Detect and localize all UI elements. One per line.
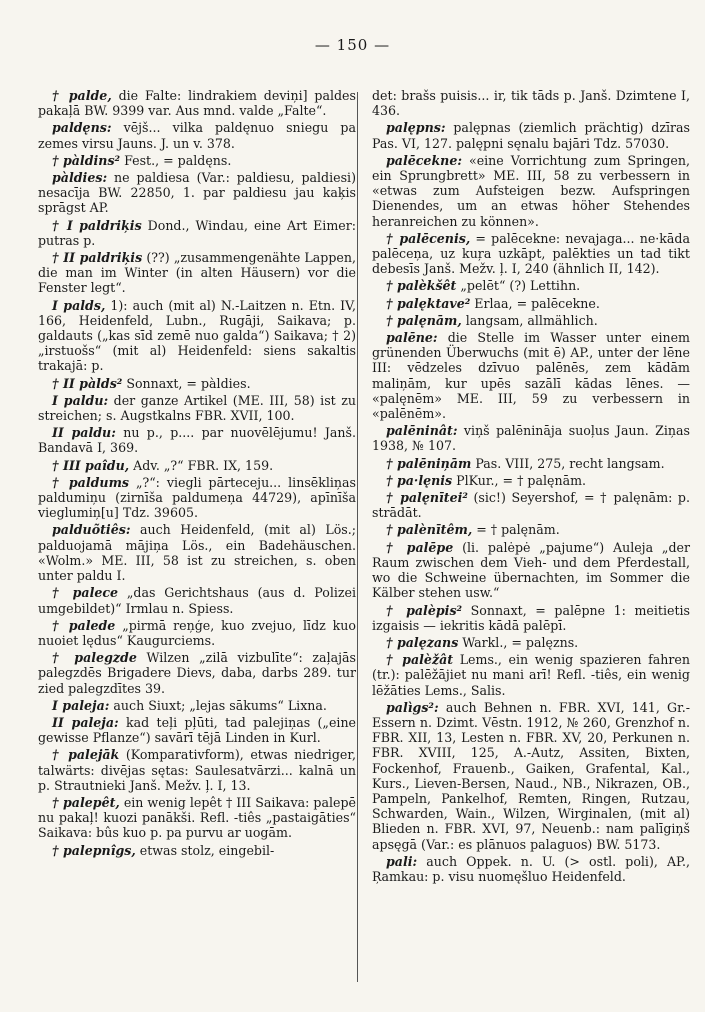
dictionary-entry [38, 843, 356, 858]
dictionary-entry [372, 854, 690, 884]
dictionary-entry [372, 635, 690, 650]
entry-text: Dond., Windau, eine Art Eimer: putras p. [38, 217, 356, 248]
column-divider [357, 92, 358, 982]
entry-text: det: brašs puisis... ir, tik tāds p. Janš. Dzimtene I, 436. [372, 88, 690, 119]
dictionary-entry [38, 218, 356, 248]
entry-text: = † palęnām. [472, 522, 560, 538]
dictionary-entry [38, 650, 356, 696]
entry-headword: pàldies: [52, 170, 108, 186]
dictionary-entry [38, 88, 356, 118]
entry-headword: † palēpe [386, 539, 454, 555]
entry-headword: II paleja: [52, 714, 119, 730]
dictionary-entry [38, 170, 356, 216]
entry-text: die Falte: lindrakiem deviņi] paldes pakaļā BW. 9399 var. Aus mnd. valde „Falte“. [38, 88, 356, 119]
entry-headword: † paldums [52, 474, 130, 490]
entry-headword: † palęnītei² [386, 490, 468, 506]
entry-headword: † palęnām, [386, 312, 462, 328]
entry-headword: † palejāk [52, 747, 120, 763]
entry-headword: II paldu: [52, 425, 116, 441]
entry-text: viņš palēnināja suoļus Jaun. Ziņas 1938, № 107. [372, 423, 690, 454]
entry-text: (sic!) Seyershof, = † palęnām: p. strādāt. [372, 490, 690, 521]
entry-headword: † II pàlds² [52, 375, 123, 391]
dictionary-entry [38, 250, 356, 296]
entry-text: «eine Vorrichtung zum Springen, ein Sprungbrett» ME. III, 58 zu verbessern in «etwas zum Aufsteigen bezw. Aufspringen Dienendes, um an etwas höher Stehendes heranreichen zu können». [372, 152, 690, 229]
entry-text: auch Heidenfeld, (mit al) Lös.; palduojamā mājiņa Lös., ein Badehäuschen. «Wolm.» ME. III, 58 ist zu streichen, s. oben unter paldu I. [38, 522, 356, 584]
entry-headword: paldęns: [52, 120, 112, 136]
dictionary-entry [38, 393, 356, 423]
entry-headword: † palēniņām [386, 455, 472, 471]
dictionary-entry [372, 313, 690, 328]
entry-text: PlKur., = † palęnām. [452, 472, 587, 488]
page-number: — 150 — [314, 36, 391, 54]
entry-headword: † palde, [52, 88, 112, 103]
dictionary-entry [372, 88, 690, 118]
dictionary-entry [38, 715, 356, 745]
entry-text: (Komparativform), etwas niedriger, talwärts: divējas sętas: Saulesatvārzi... kalnā un p. Strautnieki Janš. Mežv. ļ. I, 13. [38, 747, 356, 793]
entry-text: der ganze Artikel (ME. III, 58) ist zu streichen; s. Augstkalns FBR. XVII, 100. [38, 392, 356, 424]
dictionary-entry [372, 700, 690, 852]
entry-headword: † palèpis² [386, 602, 463, 618]
dictionary-entry [38, 585, 356, 615]
entry-text: die Stelle im Wasser unter einem grünenden Überwuchs (mit ē) AP., unter der lēne III: vēdzeles dzīvuo palēnēs, zem kādām maliņām, kur upēs sazālī kādas lēnes. — «palęnēm» ME. III, 59 zu verbessern in «palēnēm». [372, 330, 690, 422]
entry-text: ne paldiesa (Var.: paldiesu, paldiesi) nesacīja BW. 22850, 1. par paldiesu jau kaķis sprāgst AP. [38, 170, 356, 216]
entry-text: Erlaa, = palēcekne. [470, 295, 600, 311]
entry-headword: † III paîdu, [52, 457, 130, 473]
entry-headword: † palęzans [386, 634, 459, 650]
dictionary-entry [38, 153, 356, 168]
dictionary-entry [372, 231, 690, 277]
entry-text: Wilzen „zilā vizbulīte“: zaļajās palegzdēs Brigadere Dievs, daba, darbs 289. tur zied palegzdītes 39. [38, 650, 356, 696]
entry-text: „pelēt“ (?) Lettihn. [456, 278, 581, 294]
entry-text: Fest., = paldęns. [120, 152, 232, 168]
dictionary-entry [372, 278, 690, 293]
entry-headword: I paleja: [52, 697, 110, 713]
entry-headword: † II paldriķis [52, 250, 143, 266]
dictionary-entry [38, 747, 356, 793]
entry-text: palępnas (ziemlich prächtig) dzīras Pas. VI, 127. palępni sęnalu bajāri Tdz. 57030. [372, 120, 690, 151]
dictionary-entry [38, 698, 356, 713]
dictionary-entry [372, 490, 690, 520]
entry-headword: I palds, [52, 297, 106, 313]
dictionary-entry [372, 522, 690, 537]
dictionary-entry [372, 540, 690, 601]
entry-text: auch Siuxt; „lejas sākums“ Lixna. [109, 697, 327, 713]
entry-text: nu p., p.... par nuovēlējumu! Janš. Bandavā I, 369. [38, 425, 357, 456]
dictionary-entry [38, 298, 356, 374]
entry-text: Warkl., = palęzns. [458, 634, 579, 650]
entry-headword: † pa·lęnis [386, 472, 453, 488]
entry-headword: † I paldriķis [52, 217, 142, 233]
right-column [372, 88, 690, 886]
entry-text: ein wenig lepêt † III Saikava: palepē nu pakaļ! kuozi panākši. Refl. -tiês „pastaigāties“ Saikava: bûs kuo p. pa purvu ar uogām. [38, 794, 356, 841]
dictionary-entry [372, 603, 690, 633]
dictionary-entry [372, 423, 690, 453]
dictionary-entry [38, 376, 356, 391]
dictionary-entry [372, 120, 690, 150]
dictionary-entry [372, 153, 690, 229]
entry-text: Lems., ein wenig spazieren fahren (tr.): palēžājiet nu mani arī! Refl. -tiês, ein wenig lēžāties Lems., Salis. [372, 652, 690, 698]
entry-headword: † palènītêm, [386, 522, 473, 538]
entry-text: auch Oppek. n. U. (> ostl. poli), AP., Ŗamkau: p. visu nuomęšluo Heidenfeld. [372, 853, 690, 884]
entry-headword: pali: [386, 853, 418, 869]
entry-headword: palēne: [386, 330, 438, 346]
entry-text: Adv. „?“ FBR. IX, 159. [129, 457, 274, 473]
dictionary-entry [372, 456, 690, 471]
entry-text: „?“: viegli pārteceju... linsēkliņas paldumiņu (zirnīša paldumeņa 44729), apīnīša vieglumiņ[u] Tdz. 39605. [38, 474, 356, 521]
dictionary-entry [38, 618, 356, 648]
entry-text: Pas. VIII, 275, recht langsam. [471, 455, 665, 471]
entry-text: auch Behnen n. FBR. XVI, 141, Gr.-Essern n. Dzimt. Vēstn. 1912, № 260, Grenzhof n. FBR. XII, 13, Lesten n. FBR. XV, 20, Perkunen n. FBR. XVIII, 125, A.-Autz, Assiten, Bixten, Fockenhof, Frauenb., Gaiken, Grafental, Kal., Kurs., Lieven-Bersen, Naud., NB., Nikrazen, OB., Pampeln, Pankelhof, Remten, Ringen, Rutzau, Schwarden, Wain., Wilzen, Wirginalen, (mit al) Blieden n. FBR. XVI, 97, Neuenb.: nam palīgiņš apsęgā (Var.: es plānuos palaguos) BW. 5173. [372, 699, 690, 852]
dictionary-entry [38, 795, 356, 841]
entry-text: = palēcekne: nevajaga... ne·kāda palēceņa, uz kuŗa uzkāpt, palēkties un tad tikt debesīs Janš. Mežv. ļ. I, 240 (ähnlich II, 142). [372, 230, 690, 277]
entry-headword: † palęktave² [386, 295, 471, 311]
left-column [38, 88, 356, 860]
entry-text: Sonnaxt, = palēpne 1: meitietis izgaisis — iekritis kādā palēpī. [372, 602, 690, 633]
entry-text: 1): auch (mit al) N.-Laitzen n. Etn. IV, 166, Heidenfeld, Lubn., Rugāji, Saikava; p. galdauts („kas sīd zemē nuo galda“) Saikava; † 2) „irstuošs“ (mit al) Heidenfeld: siens sakaltis trakajā: p. [38, 297, 356, 374]
entry-text: (li. palėpė „pajume“) Auleja „der Raum zwischen dem Vieh- und dem Pferdestall, wo die Schweine übernachten, im Sommer die Kälber stehen usw.“ [372, 539, 690, 601]
entry-headword: palępns: [386, 120, 446, 136]
entry-headword: † palede [52, 617, 116, 633]
dictionary-entry [38, 120, 356, 150]
entry-headword: palduõtiês: [52, 522, 131, 538]
dictionary-entry [372, 296, 690, 311]
entry-headword: † palèkšêt [386, 278, 457, 294]
entry-headword: † pàldins² [52, 152, 121, 168]
dictionary-entry [38, 475, 356, 521]
entry-headword: † palèžât [386, 652, 454, 668]
entry-text: etwas stolz, eingebil- [135, 842, 275, 858]
entry-text: vējš... vilka paldęnuo sniegu pa zemes virsu Jauns. J. un v. 378. [38, 120, 356, 151]
entry-headword: palēninât: [386, 423, 458, 439]
entry-text: Sonnaxt, = pàldies. [122, 375, 251, 391]
entry-headword: † palegzde [52, 650, 137, 666]
entry-text: „pirmā reņģe, kuo zvejuo, līdz kuo nuoiet lędus“ Kaugurciems. [38, 617, 356, 648]
entry-headword: † palēcenis, [386, 230, 471, 246]
dictionary-entry [372, 330, 690, 421]
dictionary-entry [38, 458, 356, 473]
entry-headword: † palece [52, 585, 119, 601]
dictionary-entry [38, 522, 356, 583]
entry-headword: † palepêt, [52, 794, 120, 810]
entry-text: (??) „zusammengenähte Lappen, die man im Winter (in alten Häusern) vor die Fenster legt“. [38, 250, 356, 296]
dictionary-entry [372, 473, 690, 488]
dictionary-entry [38, 425, 356, 455]
entry-headword: † palepnîgs, [52, 842, 136, 858]
entry-text: „das Gerichtshaus (aus d. Polizei umgebildet)“ Irmlau n. Spiess. [38, 585, 356, 616]
entry-headword: palēcekne: [386, 152, 462, 168]
entry-text: kad teļi pļūti, tad palejiņas („eine gewisse Pflanze“) savārī tējā Linden in Kurl. [38, 714, 357, 746]
entry-headword: palìgs²: [386, 699, 439, 715]
entry-text: langsam, allmählich. [461, 312, 598, 328]
entry-headword: I paldu: [52, 392, 109, 408]
dictionary-entry [372, 652, 690, 698]
